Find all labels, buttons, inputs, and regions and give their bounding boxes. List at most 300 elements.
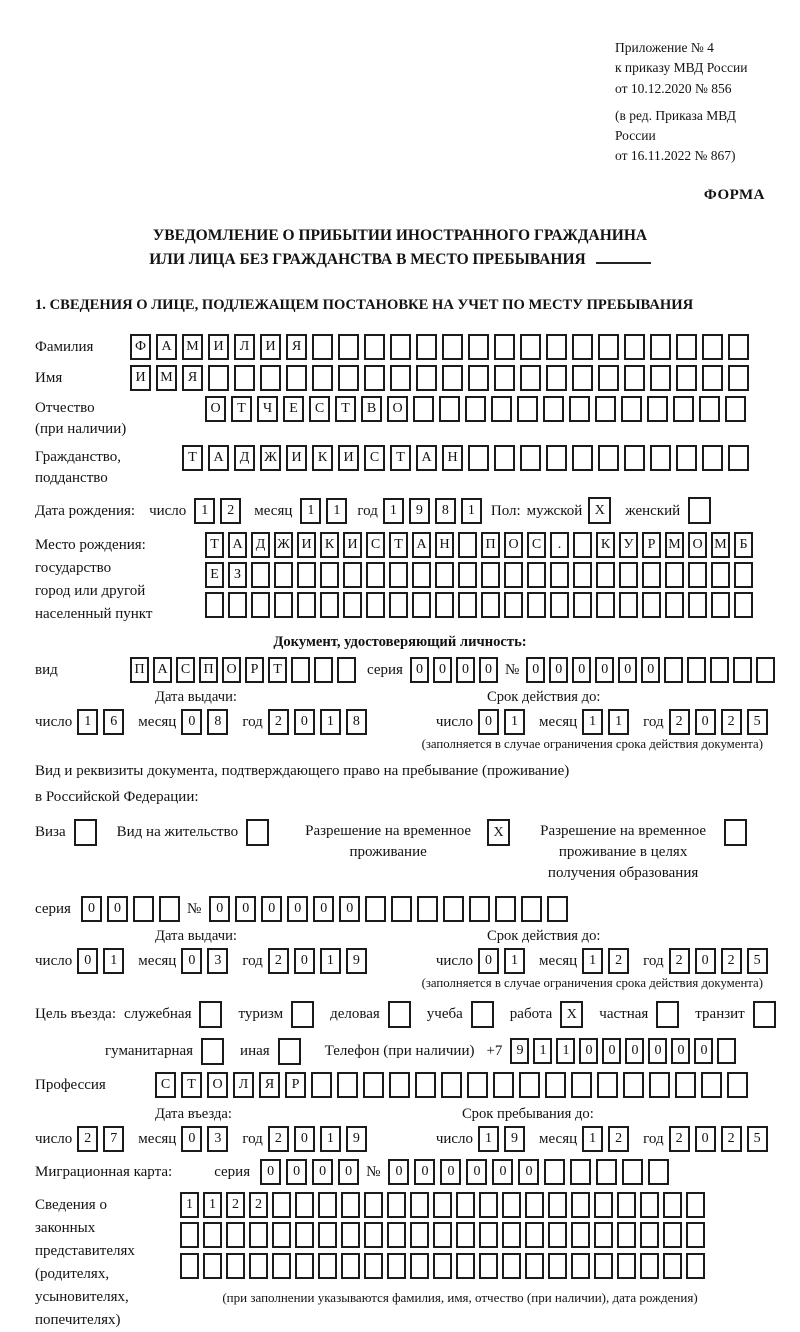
- char-cell[interactable]: [365, 896, 386, 922]
- char-cell[interactable]: [598, 365, 619, 391]
- char-cell[interactable]: [517, 396, 538, 422]
- char-cell[interactable]: И: [130, 365, 151, 391]
- char-cell[interactable]: [571, 1253, 590, 1279]
- char-cell[interactable]: 0: [602, 1038, 621, 1064]
- char-cell[interactable]: [366, 562, 385, 588]
- char-cell[interactable]: [389, 562, 408, 588]
- char-cell[interactable]: [571, 1222, 590, 1248]
- char-cell[interactable]: [494, 334, 515, 360]
- char-cell[interactable]: 0: [695, 948, 716, 974]
- char-cell[interactable]: [364, 365, 385, 391]
- char-cell[interactable]: [543, 396, 564, 422]
- char-cell[interactable]: Е: [283, 396, 304, 422]
- char-cell[interactable]: [343, 562, 362, 588]
- char-cell[interactable]: [481, 592, 500, 618]
- char-cell[interactable]: [573, 592, 592, 618]
- char-cell[interactable]: [502, 1192, 521, 1218]
- residence-permit-checkbox[interactable]: [246, 819, 269, 846]
- char-cell[interactable]: [596, 1159, 617, 1185]
- char-cell[interactable]: [686, 1192, 705, 1218]
- char-cell[interactable]: 2: [608, 1126, 629, 1152]
- char-cell[interactable]: 0: [312, 1159, 333, 1185]
- char-cell[interactable]: [410, 1222, 429, 1248]
- char-cell[interactable]: [312, 334, 333, 360]
- char-cell[interactable]: [640, 1253, 659, 1279]
- char-cell[interactable]: 0: [261, 896, 282, 922]
- char-cell[interactable]: 9: [409, 498, 430, 524]
- char-cell[interactable]: [341, 1222, 360, 1248]
- char-cell[interactable]: Д: [251, 532, 270, 558]
- char-cell[interactable]: [338, 365, 359, 391]
- char-cell[interactable]: [702, 334, 723, 360]
- char-cell[interactable]: [410, 1192, 429, 1218]
- char-cell[interactable]: [548, 1253, 567, 1279]
- char-cell[interactable]: [676, 445, 697, 471]
- char-cell[interactable]: 0: [695, 1126, 716, 1152]
- char-cell[interactable]: [495, 896, 516, 922]
- char-cell[interactable]: 1: [103, 948, 124, 974]
- char-cell[interactable]: [546, 334, 567, 360]
- char-cell[interactable]: 1: [194, 498, 215, 524]
- purpose-study-checkbox[interactable]: [471, 1001, 494, 1028]
- visa-checkbox[interactable]: [74, 819, 97, 846]
- char-cell[interactable]: [675, 1072, 696, 1098]
- char-cell[interactable]: [725, 396, 746, 422]
- char-cell[interactable]: 2: [220, 498, 241, 524]
- char-cell[interactable]: [520, 445, 541, 471]
- char-cell[interactable]: [417, 896, 438, 922]
- char-cell[interactable]: 1: [533, 1038, 552, 1064]
- char-cell[interactable]: [688, 592, 707, 618]
- purpose-other-checkbox[interactable]: [278, 1038, 301, 1065]
- char-cell[interactable]: [249, 1222, 268, 1248]
- char-cell[interactable]: [733, 657, 752, 683]
- char-cell[interactable]: [343, 592, 362, 618]
- char-cell[interactable]: 0: [466, 1159, 487, 1185]
- char-cell[interactable]: [249, 1253, 268, 1279]
- char-cell[interactable]: 0: [440, 1159, 461, 1185]
- char-cell[interactable]: [479, 1222, 498, 1248]
- char-cell[interactable]: [338, 334, 359, 360]
- char-cell[interactable]: [203, 1222, 222, 1248]
- char-cell[interactable]: И: [286, 445, 307, 471]
- char-cell[interactable]: 7: [103, 1126, 124, 1152]
- char-cell[interactable]: И: [338, 445, 359, 471]
- char-cell[interactable]: 0: [618, 657, 637, 683]
- char-cell[interactable]: [234, 365, 255, 391]
- char-cell[interactable]: [341, 1192, 360, 1218]
- char-cell[interactable]: 0: [478, 709, 499, 735]
- char-cell[interactable]: [717, 1038, 736, 1064]
- char-cell[interactable]: [598, 445, 619, 471]
- char-cell[interactable]: [624, 365, 645, 391]
- char-cell[interactable]: О: [205, 396, 226, 422]
- char-cell[interactable]: [272, 1222, 291, 1248]
- char-cell[interactable]: К: [312, 445, 333, 471]
- char-cell[interactable]: 0: [294, 1126, 315, 1152]
- char-cell[interactable]: 1: [203, 1192, 222, 1218]
- char-cell[interactable]: И: [208, 334, 229, 360]
- char-cell[interactable]: Б: [734, 532, 753, 558]
- char-cell[interactable]: Т: [268, 657, 287, 683]
- temp-permit-edu-checkbox[interactable]: [724, 819, 747, 846]
- purpose-transit-checkbox[interactable]: [753, 1001, 776, 1028]
- char-cell[interactable]: 1: [320, 709, 341, 735]
- char-cell[interactable]: 2: [77, 1126, 98, 1152]
- char-cell[interactable]: [251, 562, 270, 588]
- char-cell[interactable]: М: [156, 365, 177, 391]
- char-cell[interactable]: 0: [107, 896, 128, 922]
- char-cell[interactable]: 0: [81, 896, 102, 922]
- char-cell[interactable]: [133, 896, 154, 922]
- char-cell[interactable]: Т: [390, 445, 411, 471]
- char-cell[interactable]: [458, 592, 477, 618]
- char-cell[interactable]: 0: [526, 657, 545, 683]
- char-cell[interactable]: 2: [268, 709, 289, 735]
- char-cell[interactable]: Р: [285, 1072, 306, 1098]
- purpose-business-checkbox[interactable]: [388, 1001, 411, 1028]
- char-cell[interactable]: [456, 1253, 475, 1279]
- char-cell[interactable]: [640, 1192, 659, 1218]
- char-cell[interactable]: [295, 1192, 314, 1218]
- char-cell[interactable]: [623, 1072, 644, 1098]
- char-cell[interactable]: [624, 445, 645, 471]
- char-cell[interactable]: П: [481, 532, 500, 558]
- char-cell[interactable]: 0: [181, 1126, 202, 1152]
- char-cell[interactable]: 0: [579, 1038, 598, 1064]
- char-cell[interactable]: [439, 396, 460, 422]
- char-cell[interactable]: [525, 1222, 544, 1248]
- char-cell[interactable]: 0: [414, 1159, 435, 1185]
- char-cell[interactable]: [527, 592, 546, 618]
- char-cell[interactable]: 0: [549, 657, 568, 683]
- char-cell[interactable]: [413, 396, 434, 422]
- char-cell[interactable]: Т: [231, 396, 252, 422]
- char-cell[interactable]: [569, 396, 590, 422]
- char-cell[interactable]: [412, 562, 431, 588]
- char-cell[interactable]: [595, 396, 616, 422]
- char-cell[interactable]: [597, 1072, 618, 1098]
- char-cell[interactable]: [415, 1072, 436, 1098]
- char-cell[interactable]: [458, 562, 477, 588]
- char-cell[interactable]: [364, 1222, 383, 1248]
- char-cell[interactable]: [433, 1253, 452, 1279]
- char-cell[interactable]: 5: [747, 948, 768, 974]
- char-cell[interactable]: 2: [268, 948, 289, 974]
- char-cell[interactable]: [571, 1072, 592, 1098]
- char-cell[interactable]: 0: [294, 948, 315, 974]
- char-cell[interactable]: 1: [582, 709, 603, 735]
- char-cell[interactable]: [320, 562, 339, 588]
- char-cell[interactable]: [547, 896, 568, 922]
- char-cell[interactable]: 5: [747, 1126, 768, 1152]
- char-cell[interactable]: [519, 1072, 540, 1098]
- char-cell[interactable]: [502, 1253, 521, 1279]
- char-cell[interactable]: 1: [300, 498, 321, 524]
- char-cell[interactable]: [416, 365, 437, 391]
- char-cell[interactable]: [228, 592, 247, 618]
- char-cell[interactable]: [617, 1253, 636, 1279]
- char-cell[interactable]: [710, 657, 729, 683]
- char-cell[interactable]: [442, 334, 463, 360]
- char-cell[interactable]: [180, 1253, 199, 1279]
- char-cell[interactable]: 8: [207, 709, 228, 735]
- char-cell[interactable]: Ж: [260, 445, 281, 471]
- char-cell[interactable]: [458, 532, 477, 558]
- char-cell[interactable]: [664, 657, 683, 683]
- char-cell[interactable]: [545, 1072, 566, 1098]
- char-cell[interactable]: [433, 1192, 452, 1218]
- char-cell[interactable]: [481, 562, 500, 588]
- char-cell[interactable]: [416, 334, 437, 360]
- char-cell[interactable]: М: [182, 334, 203, 360]
- char-cell[interactable]: Я: [286, 334, 307, 360]
- char-cell[interactable]: [433, 1222, 452, 1248]
- char-cell[interactable]: 9: [346, 1126, 367, 1152]
- char-cell[interactable]: [435, 562, 454, 588]
- char-cell[interactable]: [649, 1072, 670, 1098]
- char-cell[interactable]: 9: [510, 1038, 529, 1064]
- char-cell[interactable]: [711, 592, 730, 618]
- char-cell[interactable]: 9: [346, 948, 367, 974]
- char-cell[interactable]: 0: [286, 1159, 307, 1185]
- char-cell[interactable]: [363, 1072, 384, 1098]
- char-cell[interactable]: [390, 365, 411, 391]
- char-cell[interactable]: Д: [234, 445, 255, 471]
- char-cell[interactable]: [640, 1222, 659, 1248]
- char-cell[interactable]: Л: [233, 1072, 254, 1098]
- char-cell[interactable]: [598, 334, 619, 360]
- char-cell[interactable]: [297, 562, 316, 588]
- char-cell[interactable]: [468, 445, 489, 471]
- char-cell[interactable]: [734, 562, 753, 588]
- char-cell[interactable]: [364, 1253, 383, 1279]
- char-cell[interactable]: [291, 657, 310, 683]
- char-cell[interactable]: [521, 896, 542, 922]
- char-cell[interactable]: [548, 1222, 567, 1248]
- char-cell[interactable]: [594, 1253, 613, 1279]
- char-cell[interactable]: [274, 562, 293, 588]
- char-cell[interactable]: 0: [671, 1038, 690, 1064]
- char-cell[interactable]: С: [176, 657, 195, 683]
- char-cell[interactable]: О: [688, 532, 707, 558]
- char-cell[interactable]: Ч: [257, 396, 278, 422]
- char-cell[interactable]: С: [366, 532, 385, 558]
- char-cell[interactable]: [619, 562, 638, 588]
- char-cell[interactable]: [686, 1222, 705, 1248]
- char-cell[interactable]: 2: [669, 709, 690, 735]
- char-cell[interactable]: [226, 1253, 245, 1279]
- purpose-tourism-checkbox[interactable]: [291, 1001, 314, 1028]
- char-cell[interactable]: Т: [181, 1072, 202, 1098]
- char-cell[interactable]: [688, 562, 707, 588]
- char-cell[interactable]: [318, 1222, 337, 1248]
- char-cell[interactable]: 1: [320, 1126, 341, 1152]
- char-cell[interactable]: 0: [410, 657, 429, 683]
- char-cell[interactable]: 2: [721, 948, 742, 974]
- char-cell[interactable]: Н: [442, 445, 463, 471]
- char-cell[interactable]: [435, 592, 454, 618]
- char-cell[interactable]: [572, 445, 593, 471]
- char-cell[interactable]: И: [297, 532, 316, 558]
- char-cell[interactable]: [756, 657, 775, 683]
- char-cell[interactable]: [520, 334, 541, 360]
- char-cell[interactable]: 0: [287, 896, 308, 922]
- char-cell[interactable]: [572, 365, 593, 391]
- char-cell[interactable]: [525, 1192, 544, 1218]
- char-cell[interactable]: Я: [182, 365, 203, 391]
- char-cell[interactable]: [648, 1159, 669, 1185]
- char-cell[interactable]: 2: [226, 1192, 245, 1218]
- char-cell[interactable]: 1: [383, 498, 404, 524]
- char-cell[interactable]: [387, 1192, 406, 1218]
- char-cell[interactable]: [442, 365, 463, 391]
- char-cell[interactable]: [571, 1192, 590, 1218]
- char-cell[interactable]: [493, 1072, 514, 1098]
- char-cell[interactable]: 0: [625, 1038, 644, 1064]
- char-cell[interactable]: [622, 1159, 643, 1185]
- char-cell[interactable]: 2: [721, 1126, 742, 1152]
- char-cell[interactable]: [502, 1222, 521, 1248]
- char-cell[interactable]: [390, 334, 411, 360]
- char-cell[interactable]: [387, 1253, 406, 1279]
- char-cell[interactable]: [297, 592, 316, 618]
- char-cell[interactable]: Л: [234, 334, 255, 360]
- char-cell[interactable]: 0: [77, 948, 98, 974]
- char-cell[interactable]: С: [527, 532, 546, 558]
- char-cell[interactable]: [467, 1072, 488, 1098]
- char-cell[interactable]: [665, 562, 684, 588]
- char-cell[interactable]: 1: [180, 1192, 199, 1218]
- char-cell[interactable]: В: [361, 396, 382, 422]
- char-cell[interactable]: М: [711, 532, 730, 558]
- char-cell[interactable]: [320, 592, 339, 618]
- char-cell[interactable]: [208, 365, 229, 391]
- char-cell[interactable]: [617, 1192, 636, 1218]
- char-cell[interactable]: 6: [103, 709, 124, 735]
- char-cell[interactable]: [318, 1253, 337, 1279]
- char-cell[interactable]: 1: [77, 709, 98, 735]
- char-cell[interactable]: [550, 592, 569, 618]
- char-cell[interactable]: [548, 1192, 567, 1218]
- char-cell[interactable]: [504, 562, 523, 588]
- char-cell[interactable]: [702, 365, 723, 391]
- char-cell[interactable]: С: [309, 396, 330, 422]
- char-cell[interactable]: [650, 445, 671, 471]
- char-cell[interactable]: П: [130, 657, 149, 683]
- char-cell[interactable]: 0: [209, 896, 230, 922]
- char-cell[interactable]: [468, 334, 489, 360]
- char-cell[interactable]: [702, 445, 723, 471]
- char-cell[interactable]: [617, 1222, 636, 1248]
- char-cell[interactable]: А: [416, 445, 437, 471]
- char-cell[interactable]: [286, 365, 307, 391]
- char-cell[interactable]: [594, 1192, 613, 1218]
- char-cell[interactable]: 3: [207, 1126, 228, 1152]
- char-cell[interactable]: [573, 532, 592, 558]
- char-cell[interactable]: [701, 1072, 722, 1098]
- char-cell[interactable]: 1: [461, 498, 482, 524]
- char-cell[interactable]: 0: [478, 948, 499, 974]
- char-cell[interactable]: 0: [260, 1159, 281, 1185]
- male-checkbox[interactable]: X: [588, 497, 611, 524]
- char-cell[interactable]: [443, 896, 464, 922]
- char-cell[interactable]: [389, 1072, 410, 1098]
- char-cell[interactable]: 5: [747, 709, 768, 735]
- char-cell[interactable]: [318, 1192, 337, 1218]
- char-cell[interactable]: 0: [641, 657, 660, 683]
- char-cell[interactable]: 2: [669, 1126, 690, 1152]
- char-cell[interactable]: У: [619, 532, 638, 558]
- char-cell[interactable]: [676, 334, 697, 360]
- char-cell[interactable]: [596, 562, 615, 588]
- char-cell[interactable]: [479, 1192, 498, 1218]
- char-cell[interactable]: [546, 445, 567, 471]
- char-cell[interactable]: [337, 1072, 358, 1098]
- char-cell[interactable]: 0: [181, 948, 202, 974]
- char-cell[interactable]: [596, 592, 615, 618]
- char-cell[interactable]: Р: [642, 532, 661, 558]
- char-cell[interactable]: [663, 1192, 682, 1218]
- char-cell[interactable]: 8: [346, 709, 367, 735]
- char-cell[interactable]: 2: [669, 948, 690, 974]
- char-cell[interactable]: 1: [478, 1126, 499, 1152]
- char-cell[interactable]: [546, 365, 567, 391]
- char-cell[interactable]: [387, 1222, 406, 1248]
- char-cell[interactable]: 0: [433, 657, 452, 683]
- char-cell[interactable]: [527, 562, 546, 588]
- char-cell[interactable]: К: [320, 532, 339, 558]
- char-cell[interactable]: [412, 592, 431, 618]
- char-cell[interactable]: 0: [694, 1038, 713, 1064]
- char-cell[interactable]: [676, 365, 697, 391]
- char-cell[interactable]: [504, 592, 523, 618]
- char-cell[interactable]: К: [596, 532, 615, 558]
- char-cell[interactable]: [525, 1253, 544, 1279]
- char-cell[interactable]: [624, 334, 645, 360]
- char-cell[interactable]: 0: [181, 709, 202, 735]
- purpose-private-checkbox[interactable]: [656, 1001, 679, 1028]
- char-cell[interactable]: [364, 1192, 383, 1218]
- char-cell[interactable]: 0: [492, 1159, 513, 1185]
- char-cell[interactable]: .: [550, 532, 569, 558]
- female-checkbox[interactable]: [688, 497, 711, 524]
- char-cell[interactable]: [465, 396, 486, 422]
- char-cell[interactable]: [665, 592, 684, 618]
- char-cell[interactable]: [663, 1222, 682, 1248]
- char-cell[interactable]: [469, 896, 490, 922]
- char-cell[interactable]: [337, 657, 356, 683]
- char-cell[interactable]: [647, 396, 668, 422]
- char-cell[interactable]: Н: [435, 532, 454, 558]
- char-cell[interactable]: 1: [556, 1038, 575, 1064]
- char-cell[interactable]: И: [343, 532, 362, 558]
- char-cell[interactable]: 0: [572, 657, 591, 683]
- char-cell[interactable]: [203, 1253, 222, 1279]
- char-cell[interactable]: Т: [182, 445, 203, 471]
- char-cell[interactable]: [311, 1072, 332, 1098]
- char-cell[interactable]: [550, 562, 569, 588]
- purpose-humanitarian-checkbox[interactable]: [201, 1038, 224, 1065]
- char-cell[interactable]: З: [228, 562, 247, 588]
- char-cell[interactable]: [594, 1222, 613, 1248]
- char-cell[interactable]: А: [412, 532, 431, 558]
- char-cell[interactable]: [205, 592, 224, 618]
- char-cell[interactable]: 0: [479, 657, 498, 683]
- char-cell[interactable]: [491, 396, 512, 422]
- char-cell[interactable]: 0: [313, 896, 334, 922]
- char-cell[interactable]: [366, 592, 385, 618]
